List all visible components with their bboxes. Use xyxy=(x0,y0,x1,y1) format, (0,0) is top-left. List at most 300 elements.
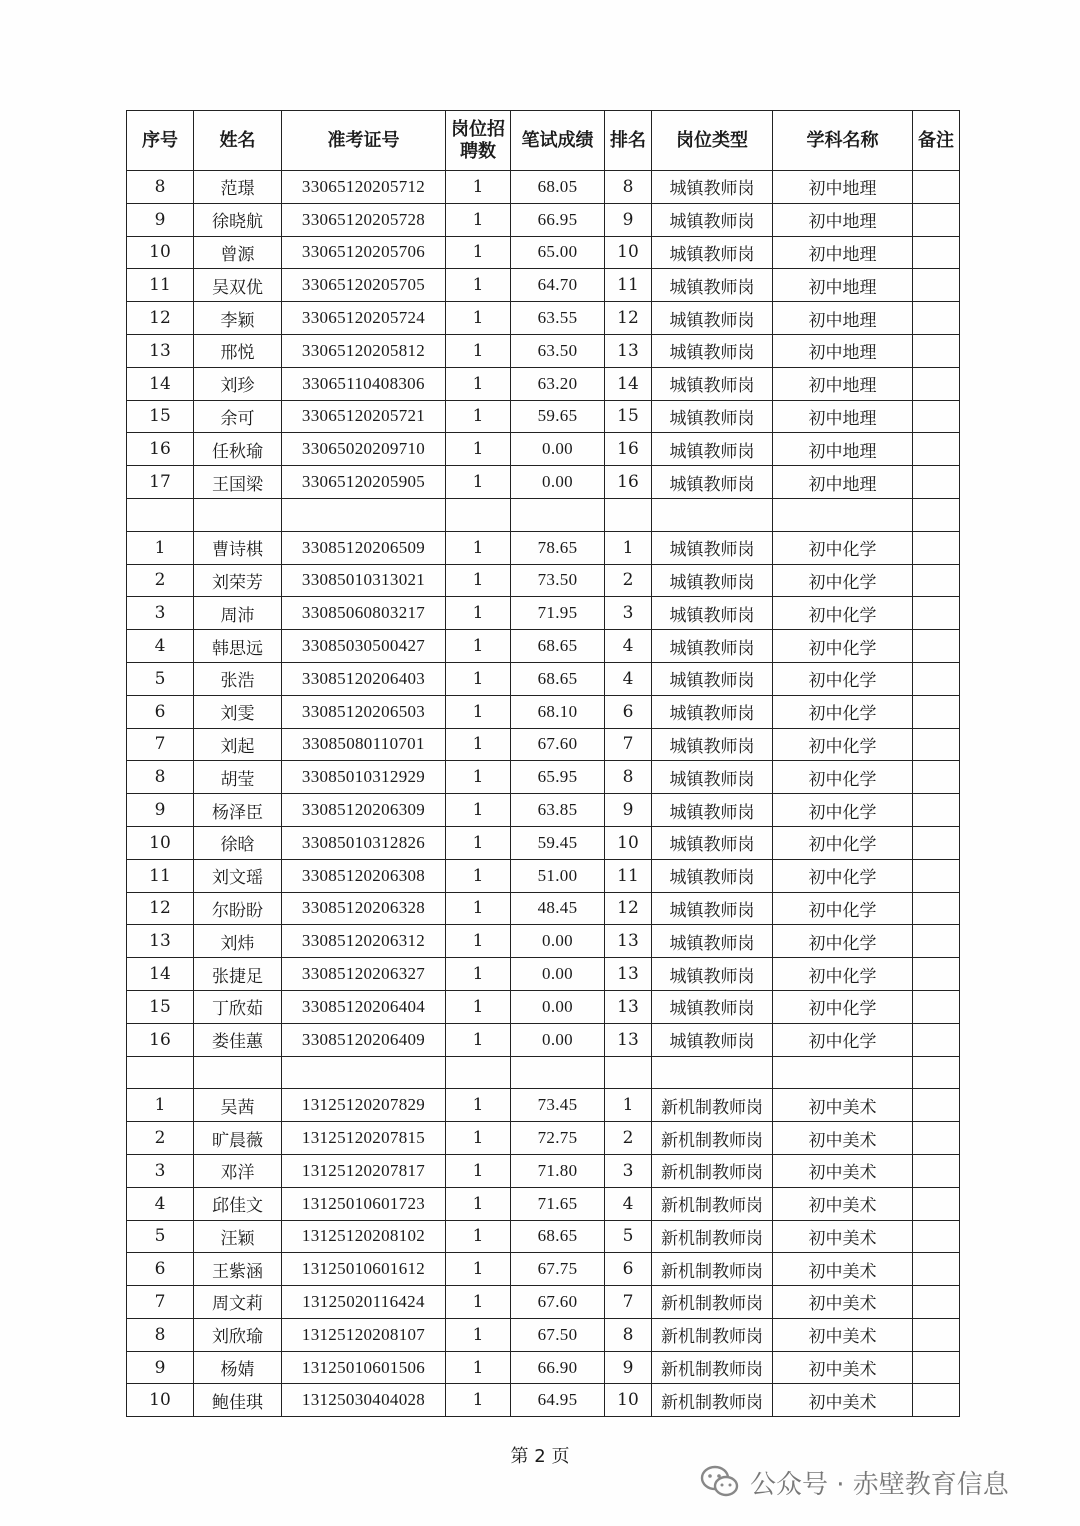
cell-rank: 9 xyxy=(605,1351,652,1384)
cell-name: 周文莉 xyxy=(194,1286,282,1319)
cell-name: 徐晓航 xyxy=(194,203,282,236)
cell-index: 13 xyxy=(127,334,194,367)
cell-score: 68.10 xyxy=(511,695,605,728)
cell-remarks xyxy=(913,1318,960,1351)
cell-post-type: 新机制教师岗 xyxy=(652,1318,773,1351)
cell-remarks xyxy=(913,400,960,433)
cell-rank: 3 xyxy=(605,1154,652,1187)
cell-post-type: 城镇教师岗 xyxy=(652,400,773,433)
cell-index: 8 xyxy=(127,171,194,204)
table-row xyxy=(127,728,960,761)
cell-post-type: 城镇教师岗 xyxy=(652,367,773,400)
cell-post-type: 城镇教师岗 xyxy=(652,662,773,695)
cell-subject: 初中化学 xyxy=(773,826,913,859)
cell-name: 邢悦 xyxy=(194,334,282,367)
group-separator-row xyxy=(127,1056,960,1089)
cell-name: 张浩 xyxy=(194,662,282,695)
watermark-text: 公众号 · 赤壁教育信息 xyxy=(750,1469,1009,1500)
cell-name: 胡莹 xyxy=(194,761,282,794)
cell-remarks xyxy=(913,531,960,564)
cell-index: 2 xyxy=(127,564,194,597)
group-separator-row xyxy=(127,498,960,531)
table-row xyxy=(127,1351,960,1384)
cell-post-type: 城镇教师岗 xyxy=(652,761,773,794)
cell-post-type: 城镇教师岗 xyxy=(652,203,773,236)
cell-openings: 1 xyxy=(446,695,511,728)
cell-exam-id: 33065120205724 xyxy=(282,302,446,335)
cell-post-type: 城镇教师岗 xyxy=(652,728,773,761)
cell-score: 59.65 xyxy=(511,400,605,433)
table-row xyxy=(127,400,960,433)
cell-rank: 4 xyxy=(605,662,652,695)
cell-name: 范璟 xyxy=(194,171,282,204)
cell-rank: 9 xyxy=(605,203,652,236)
cell-score: 68.65 xyxy=(511,1220,605,1253)
cell-remarks xyxy=(913,433,960,466)
cell-remarks xyxy=(913,794,960,827)
table-row xyxy=(127,892,960,925)
cell-subject: 初中地理 xyxy=(773,433,913,466)
cell-name: 旷晨薇 xyxy=(194,1122,282,1155)
cell-rank: 6 xyxy=(605,1253,652,1286)
cell-name: 鲍佳琪 xyxy=(194,1384,282,1417)
cell-remarks xyxy=(913,990,960,1023)
cell-exam-id: 33085120206308 xyxy=(282,859,446,892)
cell-index: 15 xyxy=(127,990,194,1023)
cell-score: 67.50 xyxy=(511,1318,605,1351)
cell-rank: 11 xyxy=(605,269,652,302)
table-row xyxy=(127,236,960,269)
table-row xyxy=(127,367,960,400)
table-row xyxy=(127,1089,960,1122)
cell-rank: 10 xyxy=(605,236,652,269)
cell-subject: 初中化学 xyxy=(773,990,913,1023)
cell-subject: 初中化学 xyxy=(773,925,913,958)
cell-exam-id: 33065120205705 xyxy=(282,269,446,302)
cell-exam-id: 33065020209710 xyxy=(282,433,446,466)
table-row xyxy=(127,1220,960,1253)
cell-subject: 初中化学 xyxy=(773,761,913,794)
cell-subject: 初中化学 xyxy=(773,597,913,630)
cell-rank: 14 xyxy=(605,367,652,400)
cell-openings: 1 xyxy=(446,728,511,761)
table-row xyxy=(127,1187,960,1220)
cell-score: 66.95 xyxy=(511,203,605,236)
cell-exam-id: 33085120206312 xyxy=(282,925,446,958)
cell-post-type: 新机制教师岗 xyxy=(652,1187,773,1220)
cell-index: 9 xyxy=(127,1351,194,1384)
cell-name: 李颖 xyxy=(194,302,282,335)
cell-index: 7 xyxy=(127,728,194,761)
cell-subject: 初中地理 xyxy=(773,466,913,499)
cell-exam-id: 33085030500427 xyxy=(282,630,446,663)
cell-score: 68.65 xyxy=(511,630,605,663)
cell-name: 徐晗 xyxy=(194,826,282,859)
header-row xyxy=(127,111,960,171)
cell-subject: 初中地理 xyxy=(773,236,913,269)
cell-index: 10 xyxy=(127,1384,194,1417)
cell-index: 9 xyxy=(127,794,194,827)
cell-name: 王国梁 xyxy=(194,466,282,499)
table-row xyxy=(127,1286,960,1319)
cell-remarks xyxy=(913,1286,960,1319)
cell-openings: 1 xyxy=(446,662,511,695)
cell-name: 王紫涵 xyxy=(194,1253,282,1286)
cell-index: 1 xyxy=(127,531,194,564)
cell-openings: 1 xyxy=(446,925,511,958)
cell-rank: 1 xyxy=(605,531,652,564)
table-row xyxy=(127,826,960,859)
cell-openings: 1 xyxy=(446,597,511,630)
cell-post-type: 城镇教师岗 xyxy=(652,531,773,564)
cell-openings: 1 xyxy=(446,859,511,892)
cell-index: 1 xyxy=(127,1089,194,1122)
empty-cell xyxy=(605,1056,652,1089)
cell-subject: 初中化学 xyxy=(773,662,913,695)
empty-cell xyxy=(282,1056,446,1089)
cell-index: 3 xyxy=(127,597,194,630)
cell-exam-id: 33085010312826 xyxy=(282,826,446,859)
cell-openings: 1 xyxy=(446,433,511,466)
cell-rank: 13 xyxy=(605,925,652,958)
cell-remarks xyxy=(913,662,960,695)
cell-openings: 1 xyxy=(446,171,511,204)
cell-rank: 11 xyxy=(605,859,652,892)
cell-name: 张捷足 xyxy=(194,958,282,991)
cell-openings: 1 xyxy=(446,1122,511,1155)
cell-remarks xyxy=(913,564,960,597)
cell-exam-id: 33065110408306 xyxy=(282,367,446,400)
cell-index: 4 xyxy=(127,630,194,663)
header-rank: 排名 xyxy=(605,111,652,171)
cell-openings: 1 xyxy=(446,1286,511,1319)
cell-exam-id: 33085120206327 xyxy=(282,958,446,991)
cell-score: 71.65 xyxy=(511,1187,605,1220)
header-exam-id: 准考证号 xyxy=(282,111,446,171)
cell-post-type: 城镇教师岗 xyxy=(652,990,773,1023)
table-row xyxy=(127,990,960,1023)
cell-rank: 12 xyxy=(605,892,652,925)
cell-post-type: 城镇教师岗 xyxy=(652,597,773,630)
cell-post-type: 城镇教师岗 xyxy=(652,1023,773,1056)
cell-remarks xyxy=(913,892,960,925)
cell-rank: 13 xyxy=(605,990,652,1023)
cell-rank: 10 xyxy=(605,1384,652,1417)
cell-post-type: 新机制教师岗 xyxy=(652,1154,773,1187)
cell-score: 71.95 xyxy=(511,597,605,630)
cell-openings: 1 xyxy=(446,466,511,499)
table-row xyxy=(127,1253,960,1286)
cell-post-type: 城镇教师岗 xyxy=(652,630,773,663)
cell-subject: 初中化学 xyxy=(773,695,913,728)
cell-remarks xyxy=(913,1089,960,1122)
table-row xyxy=(127,203,960,236)
cell-score: 63.20 xyxy=(511,367,605,400)
cell-post-type: 城镇教师岗 xyxy=(652,958,773,991)
cell-index: 2 xyxy=(127,1122,194,1155)
cell-exam-id: 13125020116424 xyxy=(282,1286,446,1319)
cell-score: 73.45 xyxy=(511,1089,605,1122)
cell-rank: 3 xyxy=(605,597,652,630)
cell-openings: 1 xyxy=(446,892,511,925)
empty-cell xyxy=(913,1056,960,1089)
cell-openings: 1 xyxy=(446,564,511,597)
cell-score: 71.80 xyxy=(511,1154,605,1187)
cell-score: 67.75 xyxy=(511,1253,605,1286)
cell-rank: 13 xyxy=(605,1023,652,1056)
cell-post-type: 城镇教师岗 xyxy=(652,171,773,204)
cell-exam-id: 33065120205712 xyxy=(282,171,446,204)
empty-cell xyxy=(446,498,511,531)
cell-subject: 初中化学 xyxy=(773,1023,913,1056)
cell-rank: 5 xyxy=(605,1220,652,1253)
cell-remarks xyxy=(913,1023,960,1056)
cell-rank: 4 xyxy=(605,630,652,663)
cell-exam-id: 33085060803217 xyxy=(282,597,446,630)
cell-index: 16 xyxy=(127,1023,194,1056)
cell-index: 15 xyxy=(127,400,194,433)
cell-remarks xyxy=(913,1220,960,1253)
cell-exam-id: 33085010312929 xyxy=(282,761,446,794)
cell-exam-id: 13125010601612 xyxy=(282,1253,446,1286)
cell-remarks xyxy=(913,466,960,499)
cell-rank: 7 xyxy=(605,1286,652,1319)
cell-openings: 1 xyxy=(446,531,511,564)
cell-remarks xyxy=(913,1122,960,1155)
empty-cell xyxy=(194,1056,282,1089)
cell-index: 14 xyxy=(127,367,194,400)
cell-score: 78.65 xyxy=(511,531,605,564)
cell-rank: 2 xyxy=(605,564,652,597)
cell-post-type: 城镇教师岗 xyxy=(652,334,773,367)
cell-score: 0.00 xyxy=(511,958,605,991)
cell-rank: 2 xyxy=(605,1122,652,1155)
empty-cell xyxy=(652,1056,773,1089)
cell-openings: 1 xyxy=(446,1351,511,1384)
cell-exam-id: 33085080110701 xyxy=(282,728,446,761)
cell-remarks xyxy=(913,761,960,794)
cell-index: 9 xyxy=(127,203,194,236)
cell-exam-id: 13125030404028 xyxy=(282,1384,446,1417)
cell-index: 16 xyxy=(127,433,194,466)
table-row xyxy=(127,1154,960,1187)
cell-name: 邱佳文 xyxy=(194,1187,282,1220)
cell-openings: 1 xyxy=(446,826,511,859)
cell-name: 刘文瑶 xyxy=(194,859,282,892)
cell-openings: 1 xyxy=(446,1318,511,1351)
cell-rank: 8 xyxy=(605,761,652,794)
empty-cell xyxy=(652,498,773,531)
cell-name: 吴双优 xyxy=(194,269,282,302)
empty-cell xyxy=(446,1056,511,1089)
wechat-icon xyxy=(700,1465,740,1499)
cell-post-type: 城镇教师岗 xyxy=(652,466,773,499)
cell-subject: 初中化学 xyxy=(773,564,913,597)
cell-rank: 15 xyxy=(605,400,652,433)
cell-score: 0.00 xyxy=(511,1023,605,1056)
cell-remarks xyxy=(913,826,960,859)
table-row xyxy=(127,171,960,204)
cell-remarks xyxy=(913,925,960,958)
cell-openings: 1 xyxy=(446,1220,511,1253)
cell-score: 64.70 xyxy=(511,269,605,302)
cell-rank: 1 xyxy=(605,1089,652,1122)
empty-cell xyxy=(194,498,282,531)
cell-subject: 初中美术 xyxy=(773,1089,913,1122)
empty-cell xyxy=(773,498,913,531)
cell-subject: 初中地理 xyxy=(773,269,913,302)
cell-score: 63.85 xyxy=(511,794,605,827)
header-score: 笔试成绩 xyxy=(511,111,605,171)
empty-cell xyxy=(511,1056,605,1089)
cell-remarks xyxy=(913,302,960,335)
cell-subject: 初中美术 xyxy=(773,1220,913,1253)
cell-subject: 初中地理 xyxy=(773,334,913,367)
cell-subject: 初中化学 xyxy=(773,630,913,663)
cell-remarks xyxy=(913,236,960,269)
cell-name: 刘珍 xyxy=(194,367,282,400)
cell-exam-id: 33085120206309 xyxy=(282,794,446,827)
cell-exam-id: 33085120206509 xyxy=(282,531,446,564)
cell-subject: 初中化学 xyxy=(773,958,913,991)
cell-name: 余可 xyxy=(194,400,282,433)
cell-score: 63.55 xyxy=(511,302,605,335)
cell-subject: 初中化学 xyxy=(773,892,913,925)
cell-openings: 1 xyxy=(446,761,511,794)
cell-subject: 初中地理 xyxy=(773,203,913,236)
cell-post-type: 城镇教师岗 xyxy=(652,695,773,728)
cell-post-type: 城镇教师岗 xyxy=(652,794,773,827)
cell-remarks xyxy=(913,1351,960,1384)
cell-rank: 6 xyxy=(605,695,652,728)
cell-remarks xyxy=(913,334,960,367)
cell-openings: 1 xyxy=(446,1089,511,1122)
cell-name: 刘欣瑜 xyxy=(194,1318,282,1351)
cell-subject: 初中美术 xyxy=(773,1286,913,1319)
table-row xyxy=(127,1122,960,1155)
empty-cell xyxy=(511,498,605,531)
cell-rank: 8 xyxy=(605,1318,652,1351)
cell-exam-id: 33085120206403 xyxy=(282,662,446,695)
cell-openings: 1 xyxy=(446,269,511,302)
cell-name: 刘荣芳 xyxy=(194,564,282,597)
cell-index: 11 xyxy=(127,859,194,892)
table-row xyxy=(127,1384,960,1417)
cell-openings: 1 xyxy=(446,1154,511,1187)
cell-score: 73.50 xyxy=(511,564,605,597)
cell-name: 尔盼盼 xyxy=(194,892,282,925)
cell-score: 0.00 xyxy=(511,990,605,1023)
table-row xyxy=(127,466,960,499)
cell-score: 0.00 xyxy=(511,925,605,958)
cell-score: 72.75 xyxy=(511,1122,605,1155)
cell-subject: 初中地理 xyxy=(773,367,913,400)
cell-subject: 初中化学 xyxy=(773,531,913,564)
table-row xyxy=(127,564,960,597)
table-row xyxy=(127,1318,960,1351)
table-row xyxy=(127,302,960,335)
cell-openings: 1 xyxy=(446,203,511,236)
cell-index: 10 xyxy=(127,826,194,859)
cell-openings: 1 xyxy=(446,400,511,433)
table-row xyxy=(127,794,960,827)
cell-score: 48.45 xyxy=(511,892,605,925)
cell-post-type: 新机制教师岗 xyxy=(652,1351,773,1384)
cell-name: 吴茜 xyxy=(194,1089,282,1122)
cell-post-type: 城镇教师岗 xyxy=(652,269,773,302)
cell-score: 65.95 xyxy=(511,761,605,794)
cell-name: 曹诗棋 xyxy=(194,531,282,564)
empty-cell xyxy=(773,1056,913,1089)
cell-index: 5 xyxy=(127,1220,194,1253)
cell-remarks xyxy=(913,859,960,892)
table-row xyxy=(127,958,960,991)
cell-name: 汪颖 xyxy=(194,1220,282,1253)
cell-openings: 1 xyxy=(446,794,511,827)
cell-post-type: 新机制教师岗 xyxy=(652,1089,773,1122)
cell-index: 6 xyxy=(127,695,194,728)
table-row xyxy=(127,662,960,695)
cell-post-type: 新机制教师岗 xyxy=(652,1384,773,1417)
cell-remarks xyxy=(913,1187,960,1220)
cell-index: 7 xyxy=(127,1286,194,1319)
cell-index: 14 xyxy=(127,958,194,991)
cell-index: 10 xyxy=(127,236,194,269)
cell-remarks xyxy=(913,695,960,728)
table-row xyxy=(127,597,960,630)
cell-index: 12 xyxy=(127,302,194,335)
cell-exam-id: 33065120205721 xyxy=(282,400,446,433)
cell-subject: 初中化学 xyxy=(773,728,913,761)
cell-openings: 1 xyxy=(446,630,511,663)
cell-score: 63.50 xyxy=(511,334,605,367)
cell-score: 0.00 xyxy=(511,466,605,499)
cell-rank: 4 xyxy=(605,1187,652,1220)
cell-openings: 1 xyxy=(446,958,511,991)
cell-subject: 初中地理 xyxy=(773,171,913,204)
cell-index: 5 xyxy=(127,662,194,695)
score-table xyxy=(126,110,960,1417)
table-row xyxy=(127,531,960,564)
cell-score: 67.60 xyxy=(511,1286,605,1319)
cell-rank: 13 xyxy=(605,958,652,991)
table-row xyxy=(127,859,960,892)
cell-remarks xyxy=(913,597,960,630)
cell-exam-id: 13125120207817 xyxy=(282,1154,446,1187)
cell-index: 8 xyxy=(127,761,194,794)
cell-score: 59.45 xyxy=(511,826,605,859)
cell-remarks xyxy=(913,367,960,400)
cell-index: 3 xyxy=(127,1154,194,1187)
cell-exam-id: 13125010601506 xyxy=(282,1351,446,1384)
cell-subject: 初中地理 xyxy=(773,400,913,433)
cell-subject: 初中美术 xyxy=(773,1351,913,1384)
cell-openings: 1 xyxy=(446,367,511,400)
cell-index: 11 xyxy=(127,269,194,302)
cell-subject: 初中美术 xyxy=(773,1318,913,1351)
cell-rank: 12 xyxy=(605,302,652,335)
cell-exam-id: 33085120206328 xyxy=(282,892,446,925)
cell-score: 68.65 xyxy=(511,662,605,695)
cell-post-type: 城镇教师岗 xyxy=(652,826,773,859)
cell-name: 刘雯 xyxy=(194,695,282,728)
cell-post-type: 新机制教师岗 xyxy=(652,1220,773,1253)
header-openings: 岗位招聘数 xyxy=(446,111,511,171)
cell-subject: 初中地理 xyxy=(773,302,913,335)
cell-post-type: 城镇教师岗 xyxy=(652,433,773,466)
cell-remarks xyxy=(913,1253,960,1286)
cell-openings: 1 xyxy=(446,990,511,1023)
